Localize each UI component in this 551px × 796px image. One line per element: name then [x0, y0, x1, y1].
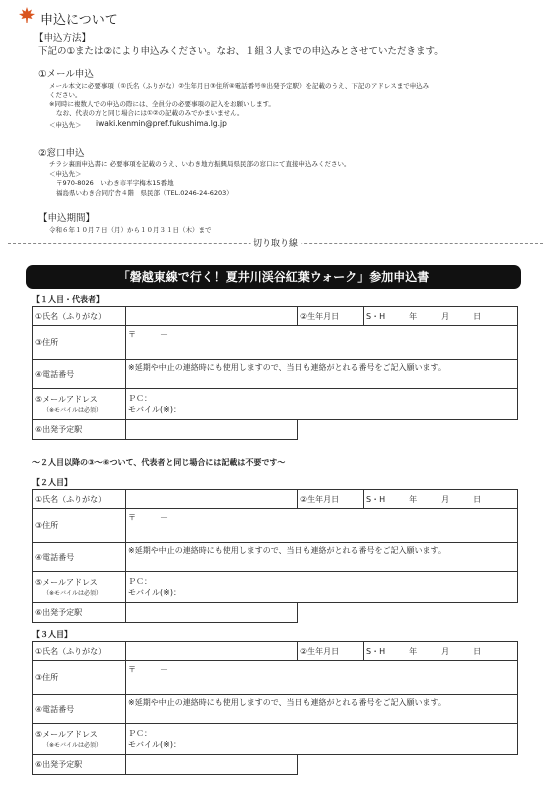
mail-text-4: なお、代表の方と同じ場合には①②の記載のみでかまいません。: [56, 109, 244, 117]
blank-cell-3: [298, 755, 518, 775]
pc-label-3: ＰＣ：: [128, 729, 152, 738]
input-phone-2[interactable]: ※延期や中止の連絡時にも使用しますので、当日も連絡がとれる番号をご記入願います。: [126, 543, 518, 572]
label-birth-3: ②生年月日: [298, 642, 364, 661]
repeat-note: ～２人目以降の③～⑥ついて、代表者と同じ場合には記載は不要です～: [32, 458, 286, 467]
blank-cell-1: [298, 420, 518, 440]
label-station-2: ⑥出発予定駅: [33, 603, 126, 623]
label-phone-1: ④電話番号: [33, 360, 126, 389]
input-address-3[interactable]: 〒 －: [126, 661, 518, 695]
section-2-title: 【２人目】: [32, 478, 72, 487]
input-name-3[interactable]: [126, 642, 298, 661]
form-table-3: [32, 641, 518, 775]
page-title: 申込について: [40, 13, 118, 28]
input-address-1[interactable]: 〒 －: [126, 326, 518, 360]
input-email-2[interactable]: [126, 572, 518, 603]
window-office: 福島県いわき合同庁舎４階 県民部（TEL.0246-24-6203）: [56, 189, 233, 197]
input-birth-1[interactable]: S・H 年 月 日: [364, 307, 518, 326]
label-birth-1: ②生年月日: [298, 307, 364, 326]
mail-heading: ①メール申込: [38, 69, 94, 80]
label-station-3: ⑥出発予定駅: [33, 755, 126, 775]
mail-text-1: メール本文に必要事項（①氏名（ふりがな）②生年月日③住所④電話番号⑤出発予定駅）を記載のうえ、下記のアドレスまで申込み: [49, 82, 430, 90]
section-1-title: 【１人目・代表者】: [32, 295, 104, 304]
window-text: チラシ裏面申込書に 必要事項を記載のうえ、いわき地方振興局県民部の窓口にて直接申込みください。: [49, 160, 351, 168]
section-3-title: 【３人目】: [32, 630, 72, 639]
input-station-1[interactable]: [126, 420, 298, 440]
form-table-2: [32, 489, 518, 623]
label-email-text-1: ⑤メールアドレス: [35, 395, 98, 404]
input-birth-2[interactable]: S・H 年 月 日: [364, 490, 518, 509]
cut-line: [8, 237, 543, 249]
label-email-2: [33, 572, 126, 603]
label-address-2: ③住所: [33, 509, 126, 543]
mail-text-2: ください。: [49, 91, 82, 99]
label-email-text-2: ⑤メールアドレス: [35, 578, 98, 587]
period-text: 令和６年１０月７日（月）から１０月３１日（木）まで: [49, 226, 212, 234]
input-station-3[interactable]: [126, 755, 298, 775]
mobile-label-1: モバイル(※)：: [128, 405, 181, 414]
label-email-note-1: （※モバイルは必須）: [43, 407, 103, 414]
window-zip: 〒970-8026 いわき市平字梅本15番地: [56, 179, 174, 187]
input-address-2[interactable]: 〒 －: [126, 509, 518, 543]
input-phone-1[interactable]: ※延期や中止の連絡時にも使用しますので、当日も連絡がとれる番号をご記入願います。: [126, 360, 518, 389]
pc-label-1: ＰＣ：: [128, 394, 152, 403]
label-phone-2: ④電話番号: [33, 543, 126, 572]
label-name-3: ①氏名（ふりがな）: [33, 642, 126, 661]
input-station-2[interactable]: [126, 603, 298, 623]
label-email-text-3: ⑤メールアドレス: [35, 730, 98, 739]
mail-dest-label: ＜申込先＞: [49, 121, 82, 129]
label-name-1: ①氏名（ふりがな）: [33, 307, 126, 326]
input-email-1[interactable]: [126, 389, 518, 420]
method-text: 下記の①または②により申込みください。なお、１組３人までの申込みとさせていただきます。: [38, 46, 444, 57]
form-banner: 「磐越東線で行く！夏井川渓谷紅葉ウォーク」参加申込書: [26, 265, 521, 289]
label-station-1: ⑥出発予定駅: [33, 420, 126, 440]
label-email-note-3: （※モバイルは必須）: [43, 742, 103, 749]
label-email-note-2: （※モバイルは必須）: [43, 590, 103, 597]
input-name-2[interactable]: [126, 490, 298, 509]
mail-address-link[interactable]: iwaki.kenmin@pref.fukushima.lg.jp: [96, 119, 227, 128]
window-dest-label: ＜申込先＞: [49, 170, 82, 178]
label-email-1: [33, 389, 126, 420]
label-address-3: ③住所: [33, 661, 126, 695]
window-heading: ②窓口申込: [38, 148, 85, 159]
mobile-label-2: モバイル(※)：: [128, 588, 181, 597]
mobile-label-3: モバイル(※)：: [128, 740, 181, 749]
period-heading: 【申込期間】: [38, 213, 96, 224]
input-birth-3[interactable]: S・H 年 月 日: [364, 642, 518, 661]
method-heading: 【申込方法】: [34, 33, 92, 44]
label-phone-3: ④電話番号: [33, 695, 126, 724]
label-email-3: [33, 724, 126, 755]
input-name-1[interactable]: [126, 307, 298, 326]
form-table-1: [32, 306, 518, 440]
label-name-2: ①氏名（ふりがな）: [33, 490, 126, 509]
blank-cell-2: [298, 603, 518, 623]
input-phone-3[interactable]: ※延期や中止の連絡時にも使用しますので、当日も連絡がとれる番号をご記入願います。: [126, 695, 518, 724]
input-email-3[interactable]: [126, 724, 518, 755]
label-birth-2: ②生年月日: [298, 490, 364, 509]
maple-leaf-icon: [19, 7, 35, 23]
mail-text-3: ※同時に複数人での申込の際には、全員分の必要事項の記入をお願いします。: [49, 100, 275, 108]
cut-label: 切り取り線: [250, 236, 301, 249]
label-address-1: ③住所: [33, 326, 126, 360]
pc-label-2: ＰＣ：: [128, 577, 152, 586]
